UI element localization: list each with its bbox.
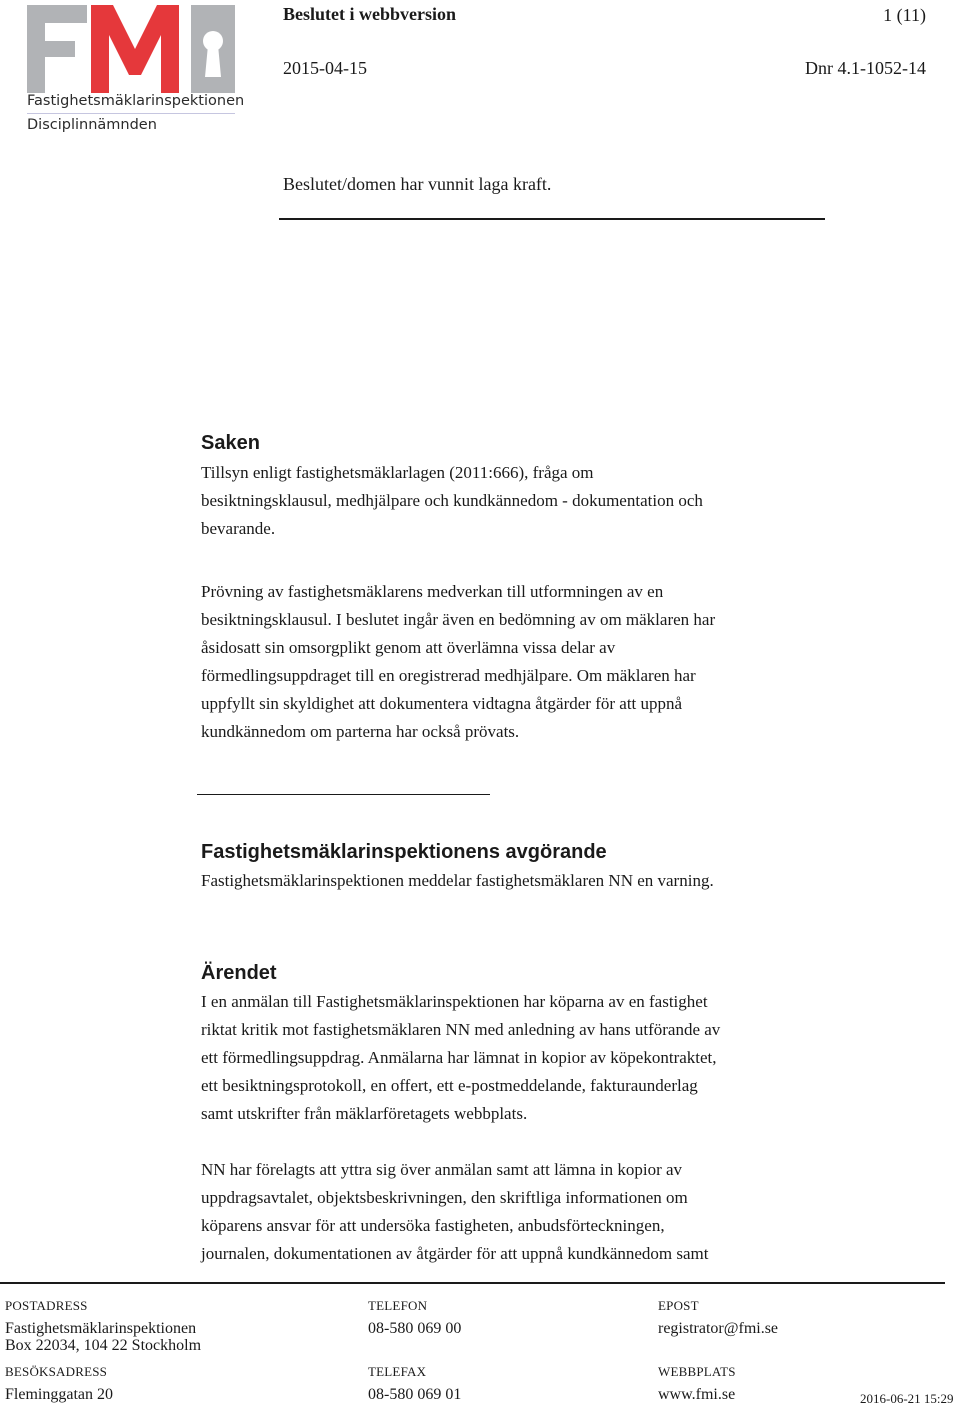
document-title: Beslutet i webbversion (283, 4, 456, 24)
avgorande-text: Fastighetsmäklarinspektionen meddelar fastighetsmäklaren NN en varning. (201, 871, 714, 890)
footer-telefax: 08-580 069 01 (368, 1386, 462, 1403)
logo-divider (27, 113, 235, 114)
section-heading-avgorande: Fastighetsmäklarinspektionens avgörande (201, 841, 607, 863)
text-line: I en anmälan till Fastighetsmäklarinspektionen har köparna av en fastighet (201, 992, 708, 1011)
footer-webbplats-label: WEBBPLATS (658, 1364, 736, 1379)
footer-postadress (5, 1320, 201, 1354)
saken-paragraph-2 (201, 578, 841, 746)
fmi-logo (27, 5, 245, 135)
text-line: besiktningsklausul, medhjälpare och kundkännedom - dokumentation och (201, 491, 703, 510)
footer-telefon-label: TELEFON (368, 1298, 428, 1313)
section-divider (197, 794, 490, 795)
arendet-paragraph-2 (201, 1156, 841, 1268)
footer-webbplats-link[interactable]: www.fmi.se (658, 1386, 736, 1403)
footer-epost-link[interactable]: registrator@fmi.se (658, 1320, 779, 1337)
footer-telefon: 08-580 069 00 (368, 1320, 462, 1337)
decision-date: 2015-04-15 (283, 58, 367, 78)
text-line: besiktningsklausul. I beslutet ingår även en bedömning av om mäklaren har (201, 610, 716, 629)
footer-postadress-line: Box 22034, 104 22 Stockholm (5, 1337, 202, 1354)
footer-telefax-label: TELEFAX (368, 1364, 427, 1379)
text-line: journalen, dokumentationen av åtgärder för att uppnå kundkännedom samt (201, 1244, 709, 1263)
text-line: ett förmedlingsuppdrag. Anmälarna har lämnat in kopior av köpekontraktet, (201, 1048, 717, 1067)
saken-paragraph-1 (201, 459, 841, 543)
footer-postadress-line: Fastighetsmäklarinspektionen (5, 1320, 197, 1337)
header-rule (279, 218, 825, 220)
text-line: uppdragsavtalet, objektsbeskrivningen, den skriftliga informationen om (201, 1188, 688, 1207)
text-line: NN har förelagts att yttra sig över anmälan samt att lämna in kopior av (201, 1160, 683, 1179)
text-line: riktat kritik mot fastighetsmäklaren NN med anledning av hans utförande av (201, 1020, 721, 1039)
text-line: Prövning av fastighetsmäklarens medverkan till utformningen av en (201, 582, 664, 601)
text-line: uppfyllt sin skyldighet att dokumentera vidtagna åtgärder för att uppnå (201, 694, 683, 713)
print-timestamp: 2016-06-21 15:29 (860, 1391, 954, 1406)
status-line: Beslutet/domen har vunnit laga kraft. (283, 174, 552, 194)
text-line: bevarande. (201, 519, 276, 538)
fmi-logo-mark (27, 5, 239, 97)
footer-postadress-label: POSTADRESS (5, 1298, 88, 1313)
text-line: kundkännedom om parterna har också prövats. (201, 722, 520, 741)
text-line: förmedlingsuppdraget till en oregistrerad medhjälpare. Om mäklaren har (201, 666, 696, 685)
page-number: 1 (11) (883, 5, 926, 25)
footer-rule (0, 1282, 945, 1284)
diary-number: Dnr 4.1-1052-14 (805, 58, 926, 78)
logo-sub-name: Disciplinnämnden (27, 117, 157, 133)
section-heading-arendet: Ärendet (201, 962, 277, 984)
section-heading-saken: Saken (201, 432, 260, 454)
footer-besoksadress: Fleminggatan 20 (5, 1386, 113, 1403)
footer-besoksadress-label: BESÖKSADRESS (5, 1364, 108, 1379)
footer-epost-label: EPOST (658, 1298, 699, 1313)
logo-org-name: Fastighetsmäklarinspektionen (27, 93, 245, 109)
text-line: köparens ansvar för att undersöka fastigheten, anbudsförteckningen, (201, 1216, 665, 1235)
arendet-paragraph-1 (201, 988, 841, 1128)
text-line: åsidosatt sin omsorgplikt genom att överlämna vissa delar av (201, 638, 616, 657)
text-line: samt utskrifter från mäklarföretagets webbplats. (201, 1104, 528, 1123)
text-line: ett besiktningsprotokoll, en offert, ett e-postmeddelande, fakturaunderlag (201, 1076, 698, 1095)
text-line: Tillsyn enligt fastighetsmäklarlagen (2011:666), fråga om (201, 463, 594, 482)
